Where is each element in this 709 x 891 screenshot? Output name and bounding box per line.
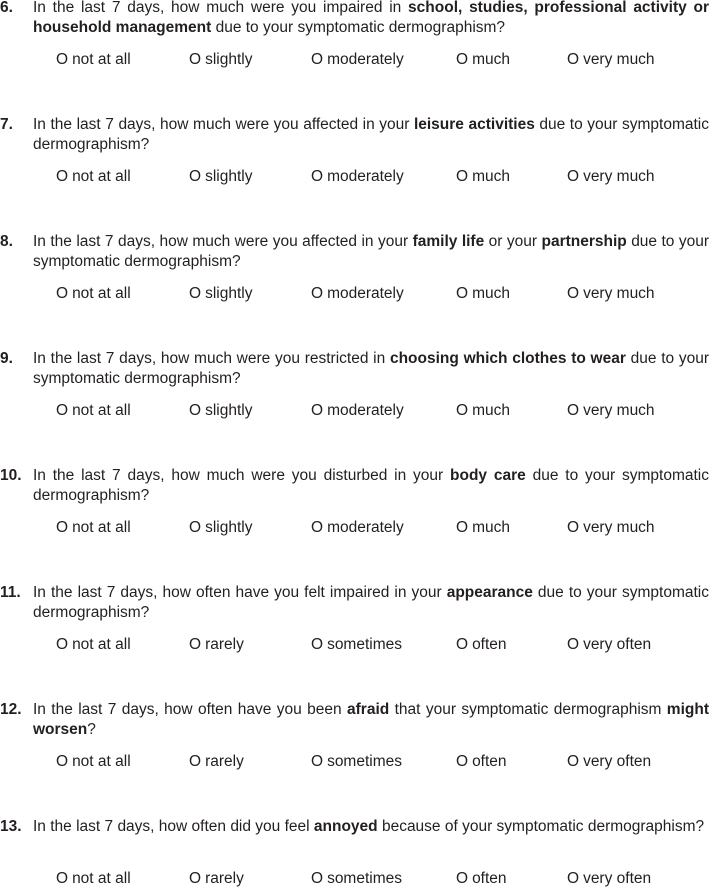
radio-option-label: slightly: [205, 285, 253, 302]
question-emphasis: afraid: [347, 701, 390, 718]
radio-option-label: moderately: [327, 402, 404, 419]
radio-circle-icon[interactable]: O: [311, 753, 324, 770]
radio-circle-icon[interactable]: O: [56, 168, 69, 185]
radio-circle-icon[interactable]: O: [567, 870, 580, 887]
radio-option-label: sometimes: [327, 753, 402, 770]
radio-option-very-often[interactable]: [567, 752, 651, 772]
radio-option-rarely[interactable]: [189, 752, 244, 772]
question-number: 6.: [0, 0, 13, 16]
radio-circle-icon[interactable]: O: [567, 285, 580, 302]
radio-option-label: rarely: [205, 636, 244, 653]
question-text-segment: due to your symptomatic dermographism?: [33, 233, 709, 270]
radio-option-sometimes[interactable]: [311, 635, 402, 655]
radio-option-label: not at all: [72, 870, 131, 887]
radio-circle-icon[interactable]: O: [56, 870, 69, 887]
question-number: 10.: [0, 467, 22, 484]
radio-option-much[interactable]: [456, 518, 510, 538]
radio-option-label: slightly: [205, 168, 253, 185]
radio-circle-icon[interactable]: O: [56, 285, 69, 302]
question-emphasis: leisure activities: [413, 116, 535, 133]
radio-circle-icon[interactable]: O: [456, 519, 469, 536]
radio-option-sometimes[interactable]: [311, 869, 402, 889]
radio-option-not-at-all[interactable]: [56, 518, 131, 538]
question-text-segment: due to your symptomatic dermographism?: [33, 350, 709, 387]
radio-option-label: much: [472, 51, 510, 68]
radio-circle-icon[interactable]: O: [56, 636, 69, 653]
question-number: 8.: [0, 233, 13, 250]
question-text-segment: In the last 7 days, how much were you affected in your: [33, 233, 413, 250]
radio-option-label: not at all: [72, 168, 131, 185]
question-text: [33, 115, 709, 155]
radio-circle-icon[interactable]: O: [311, 636, 324, 653]
radio-circle-icon[interactable]: O: [311, 168, 324, 185]
question-text-segment: In the last 7 days, how much were you disturbed in your: [33, 467, 451, 484]
radio-option-much[interactable]: [456, 50, 510, 70]
radio-option-label: very much: [583, 285, 655, 302]
question-text: [33, 817, 709, 837]
radio-option-often[interactable]: [456, 635, 507, 655]
question-emphasis: appearance: [446, 584, 533, 601]
radio-option-label: very much: [583, 519, 655, 536]
question-text-segment: due to your symptomatic dermographism?: [211, 19, 506, 36]
radio-circle-icon[interactable]: O: [189, 753, 202, 770]
radio-option-label: moderately: [327, 519, 404, 536]
question-emphasis: family life: [412, 233, 485, 250]
radio-option-rarely[interactable]: [189, 635, 244, 655]
radio-circle-icon[interactable]: O: [456, 51, 469, 68]
radio-option-much[interactable]: [456, 401, 510, 421]
radio-circle-icon[interactable]: O: [567, 753, 580, 770]
radio-circle-icon[interactable]: O: [567, 51, 580, 68]
radio-option-label: much: [472, 168, 510, 185]
radio-option-label: often: [472, 636, 507, 653]
radio-option-very-much[interactable]: [567, 50, 655, 70]
question-text: [33, 349, 709, 389]
radio-option-moderately[interactable]: [311, 518, 404, 538]
radio-circle-icon[interactable]: O: [189, 285, 202, 302]
question-emphasis: body care: [450, 467, 526, 484]
question-number: 12.: [0, 701, 22, 718]
question-number: 9.: [0, 350, 13, 367]
radio-circle-icon[interactable]: O: [567, 636, 580, 653]
radio-circle-icon[interactable]: O: [189, 51, 202, 68]
answer-options: [0, 284, 709, 306]
question-emphasis: partnership: [541, 233, 627, 250]
radio-option-moderately[interactable]: [311, 167, 404, 187]
radio-option-often[interactable]: [456, 752, 507, 772]
question-emphasis: school, studies, professional activity or household management: [33, 0, 709, 36]
question-text-segment: In the last 7 days, how much were you impaired in: [33, 0, 409, 16]
radio-circle-icon[interactable]: O: [311, 519, 324, 536]
radio-option-rarely[interactable]: [189, 869, 244, 889]
radio-option-label: often: [472, 753, 507, 770]
radio-circle-icon[interactable]: O: [456, 636, 469, 653]
radio-option-moderately[interactable]: [311, 284, 404, 304]
question-emphasis: choosing which clothes to wear: [389, 350, 626, 367]
question-emphasis: might worsen: [33, 701, 709, 738]
question-number: 11.: [0, 584, 21, 601]
question-text-segment: due to your symptomatic dermographism?: [33, 584, 709, 621]
radio-circle-icon[interactable]: O: [567, 519, 580, 536]
radio-circle-icon[interactable]: O: [311, 285, 324, 302]
radio-option-label: moderately: [327, 285, 404, 302]
radio-option-not-at-all[interactable]: [56, 869, 131, 889]
radio-option-label: slightly: [205, 51, 253, 68]
radio-circle-icon[interactable]: O: [311, 402, 324, 419]
radio-option-very-often[interactable]: [567, 635, 651, 655]
radio-option-not-at-all[interactable]: [56, 284, 131, 304]
radio-circle-icon[interactable]: O: [189, 168, 202, 185]
radio-option-label: rarely: [205, 870, 244, 887]
radio-option-label: not at all: [72, 51, 131, 68]
radio-option-not-at-all[interactable]: [56, 401, 131, 421]
radio-option-slightly[interactable]: [189, 167, 252, 187]
radio-option-very-much[interactable]: [567, 284, 655, 304]
radio-option-label: not at all: [72, 285, 131, 302]
radio-option-label: rarely: [205, 753, 244, 770]
question-text: [33, 0, 709, 38]
radio-option-label: very often: [583, 753, 652, 770]
radio-option-slightly[interactable]: [189, 401, 252, 421]
answer-options: [0, 752, 709, 774]
radio-option-sometimes[interactable]: [311, 752, 402, 772]
question-text-segment: ?: [87, 721, 96, 738]
radio-option-label: not at all: [72, 402, 131, 419]
answer-options: [0, 50, 709, 72]
radio-circle-icon[interactable]: O: [456, 753, 469, 770]
question-emphasis: annoyed: [313, 818, 378, 835]
radio-option-label: not at all: [72, 753, 131, 770]
question-text-segment: due to your symptomatic dermographism?: [33, 467, 709, 504]
radio-circle-icon[interactable]: O: [56, 519, 69, 536]
question-text-segment: In the last 7 days, how much were you affected in your: [33, 116, 414, 133]
radio-option-slightly[interactable]: [189, 518, 252, 538]
radio-option-not-at-all[interactable]: [56, 167, 131, 187]
radio-option-label: sometimes: [327, 870, 402, 887]
radio-option-label: much: [472, 519, 510, 536]
radio-option-label: very often: [583, 870, 652, 887]
radio-circle-icon[interactable]: O: [189, 402, 202, 419]
radio-option-often[interactable]: [456, 869, 507, 889]
radio-option-slightly[interactable]: [189, 50, 252, 70]
question-text-segment: In the last 7 days, how often did you feel: [33, 818, 314, 835]
radio-circle-icon[interactable]: O: [311, 51, 324, 68]
radio-circle-icon[interactable]: O: [56, 753, 69, 770]
radio-option-label: slightly: [205, 519, 253, 536]
radio-option-very-much[interactable]: [567, 518, 655, 538]
question-text-segment: due to your symptomatic dermographism?: [33, 116, 709, 153]
radio-option-label: not at all: [72, 519, 131, 536]
question-text-segment: In the last 7 days, how often have you been: [33, 701, 348, 718]
radio-option-label: moderately: [327, 168, 404, 185]
radio-option-label: very often: [583, 636, 652, 653]
radio-circle-icon[interactable]: O: [189, 519, 202, 536]
radio-option-label: very much: [583, 51, 655, 68]
radio-option-very-often[interactable]: [567, 869, 651, 889]
answer-options: [0, 635, 709, 657]
radio-circle-icon[interactable]: O: [567, 168, 580, 185]
radio-option-label: sometimes: [327, 636, 402, 653]
radio-option-label: not at all: [72, 636, 131, 653]
radio-option-label: moderately: [327, 51, 404, 68]
radio-option-much[interactable]: [456, 167, 510, 187]
radio-circle-icon[interactable]: O: [56, 402, 69, 419]
radio-circle-icon[interactable]: O: [311, 870, 324, 887]
question-number: 7.: [0, 116, 13, 133]
radio-option-very-much[interactable]: [567, 167, 655, 187]
question-text: [33, 466, 709, 506]
question-text-segment: that your symptomatic dermographism: [389, 701, 667, 718]
radio-circle-icon[interactable]: O: [567, 402, 580, 419]
question-text-segment: because of your symptomatic dermographism?: [377, 818, 705, 835]
radio-circle-icon[interactable]: O: [456, 870, 469, 887]
answer-options: [0, 167, 709, 189]
question-text-segment: In the last 7 days, how often have you felt impaired in your: [33, 584, 447, 601]
radio-option-not-at-all[interactable]: [56, 752, 131, 772]
radio-option-slightly[interactable]: [189, 284, 252, 304]
radio-circle-icon[interactable]: O: [56, 51, 69, 68]
question-text-segment: or your: [484, 233, 542, 250]
question-text: [33, 583, 709, 623]
radio-option-label: very much: [583, 402, 655, 419]
radio-circle-icon[interactable]: O: [189, 870, 202, 887]
radio-option-not-at-all[interactable]: [56, 635, 131, 655]
radio-option-very-much[interactable]: [567, 401, 655, 421]
radio-option-moderately[interactable]: [311, 50, 404, 70]
radio-option-much[interactable]: [456, 284, 510, 304]
radio-option-label: much: [472, 402, 510, 419]
radio-circle-icon[interactable]: O: [189, 636, 202, 653]
question-text-segment: In the last 7 days, how much were you restricted in: [33, 350, 390, 367]
question-text: [33, 700, 709, 740]
question-number: 13.: [0, 818, 22, 835]
question-text: [33, 232, 709, 272]
radio-option-label: slightly: [205, 402, 253, 419]
answer-options: [0, 518, 709, 540]
radio-option-label: often: [472, 870, 507, 887]
radio-option-label: much: [472, 285, 510, 302]
radio-option-label: very much: [583, 168, 655, 185]
radio-option-not-at-all[interactable]: [56, 50, 131, 70]
radio-circle-icon[interactable]: O: [456, 285, 469, 302]
radio-option-moderately[interactable]: [311, 401, 404, 421]
radio-circle-icon[interactable]: O: [456, 168, 469, 185]
answer-options: [0, 401, 709, 423]
radio-circle-icon[interactable]: O: [456, 402, 469, 419]
